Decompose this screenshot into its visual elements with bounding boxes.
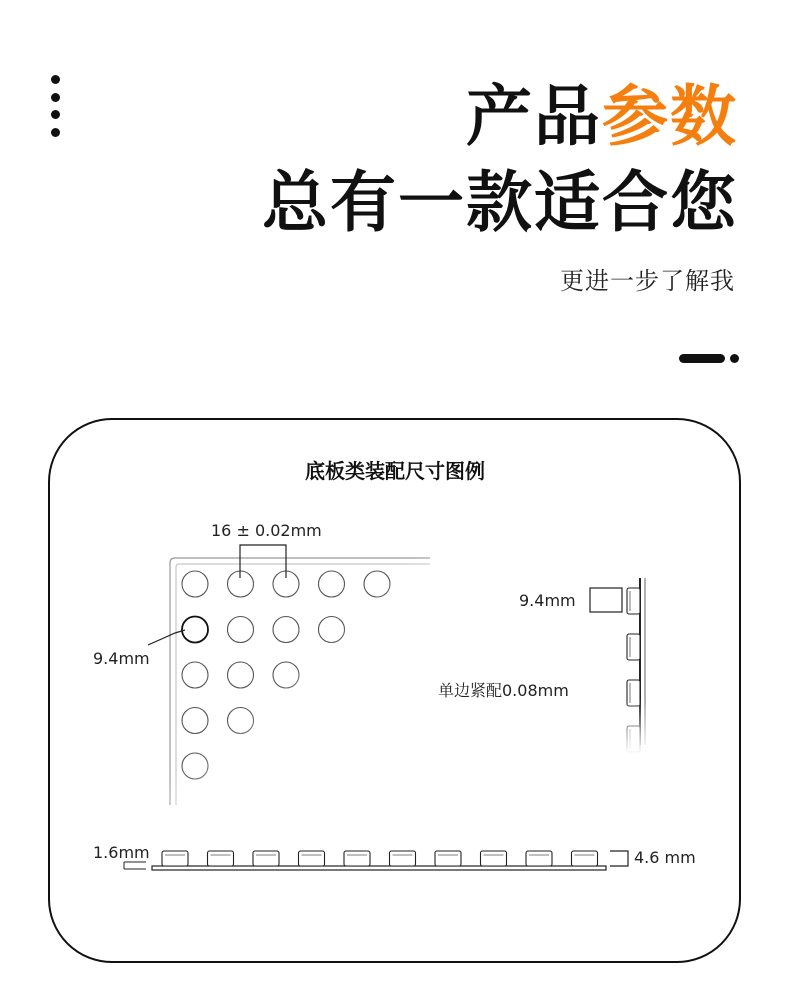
profile-key — [299, 851, 325, 866]
page-title-line2: 总有一款适合您 — [262, 164, 738, 241]
profile-key — [572, 851, 598, 866]
height-bracket — [610, 851, 628, 866]
fade-overlay — [160, 550, 450, 810]
plate-top-view — [160, 550, 450, 810]
profile-key — [208, 851, 234, 866]
subtitle: 更进一步了解我 — [560, 267, 735, 295]
title-accent: 参数 — [602, 78, 738, 155]
keycap-height-label: 4.6 mm — [634, 848, 696, 867]
pitch-label: 16 ± 0.02mm — [211, 521, 322, 540]
side-fade — [600, 700, 660, 755]
profile-key — [253, 851, 279, 866]
key-diameter-label: 9.4mm — [93, 649, 150, 668]
profile-key — [390, 851, 416, 866]
profile-key — [435, 851, 461, 866]
card-title: 底板类装配尺寸图例 — [305, 459, 485, 483]
side-size-label: 9.4mm — [519, 591, 576, 610]
plate-thickness-label: 1.6mm — [93, 843, 150, 862]
title-part1: 产品 — [466, 78, 602, 155]
profile-key — [162, 851, 188, 866]
side-key — [627, 634, 640, 660]
profile-keys — [162, 851, 598, 866]
profile-view — [124, 851, 628, 870]
side-key — [627, 588, 640, 614]
profile-key — [481, 851, 507, 866]
profile-key — [526, 851, 552, 866]
side-view — [590, 578, 660, 755]
profile-plate — [152, 866, 606, 870]
fit-label: 单边紧配0.08mm — [438, 681, 569, 700]
side-size-box — [590, 588, 622, 612]
profile-key — [344, 851, 370, 866]
